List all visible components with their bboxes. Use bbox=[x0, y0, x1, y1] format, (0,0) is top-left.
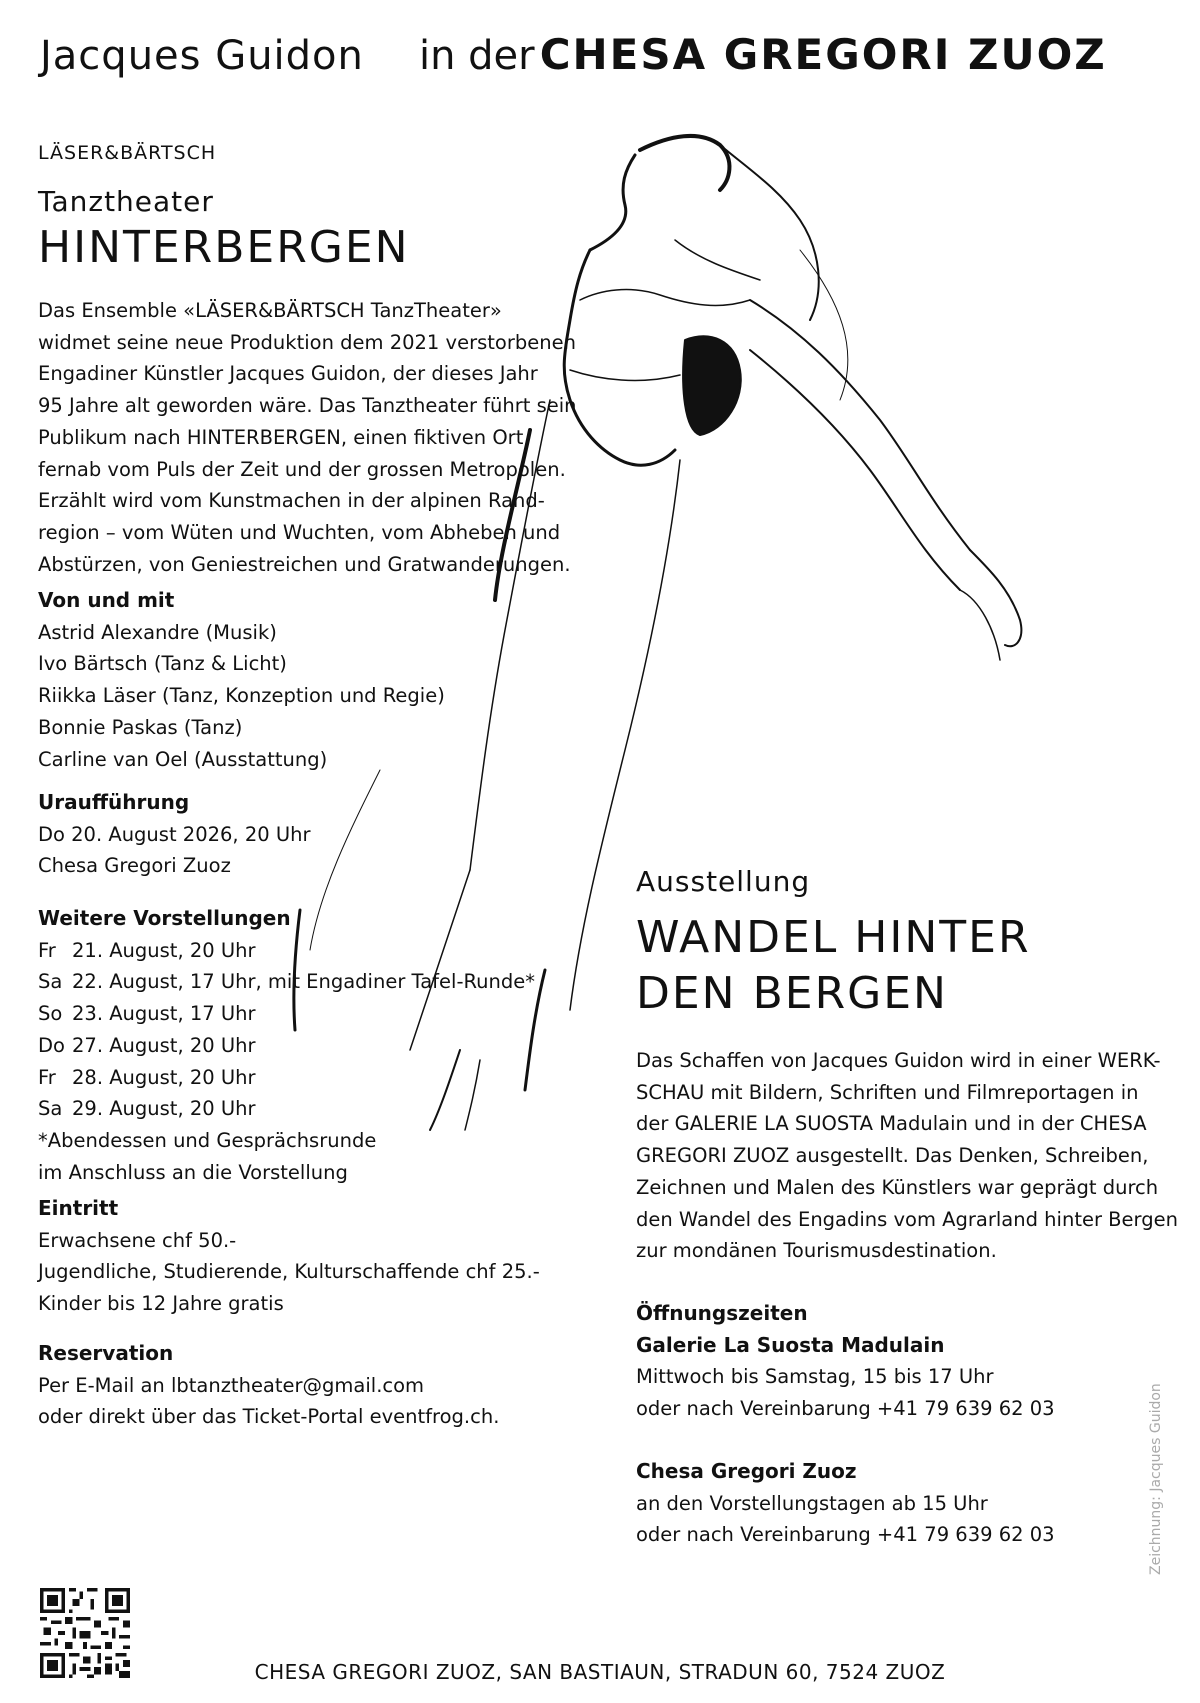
show-item: Do 27. August, 20 Uhr bbox=[38, 1033, 256, 1057]
shows-section bbox=[38, 903, 535, 1188]
theater-genre: Tanztheater bbox=[38, 185, 214, 218]
entry-heading: Eintritt bbox=[38, 1196, 119, 1220]
reservation-heading: Reservation bbox=[38, 1341, 174, 1365]
show-item: Sa 29. August, 20 Uhr bbox=[38, 1097, 256, 1121]
chesa-hours: an den Vorstellungstagen ab 15 Uhr bbox=[636, 1491, 988, 1515]
cast-item: Astrid Alexandre (Musik) bbox=[38, 620, 277, 644]
show-item: So 23. August, 17 Uhr bbox=[38, 1002, 256, 1026]
premiere-heading: Uraufführung bbox=[38, 790, 190, 814]
cast-item: Bonnie Paskas (Tanz) bbox=[38, 715, 243, 739]
cast-item: Riikka Läser (Tanz, Konzeption und Regie) bbox=[38, 684, 445, 708]
shows-note: *Abendessen und Gesprächsrunde bbox=[38, 1128, 377, 1152]
show-item: Sa 22. August, 17 Uhr, mit Engadiner Tafel-Runde* bbox=[38, 970, 536, 994]
cast-item: Carline van Oel (Ausstattung) bbox=[38, 747, 328, 771]
theater-intro: Das Ensemble «LÄSER&BÄRTSCH TanzTheater» widmet seine neue Produktion dem 2021 verstorbenen Engadiner Künstler Jacques Guidon, der dieses Jahr 95 Jahre alt geworden wäre. Das Tanztheater führt sein Publikum nach HINTERBERGEN, einen fiktiven Ort fernab vom Puls der Zeit und der grossen Metropolen. Erzählt wird vom Kunstmachen in der alpinen Rand- region – vom Wüten und Wuchten, vom Abheben und Abstürzen, von Geniestreichen und Gratwanderungen. bbox=[38, 299, 577, 576]
chesa-hours-section bbox=[636, 1456, 1055, 1551]
poster-header bbox=[40, 30, 1180, 90]
hours-section bbox=[636, 1298, 1055, 1425]
exhibition-intro: Das Schaffen von Jacques Guidon wird in einer WERK- SCHAU mit Bildern, Schriften und Filmreportagen in der GALERIE LA SUOSTA Madulain und in der CHESA GREGORI ZUOZ ausgestellt. Das Denken, Schreiben, Zeichnen und Malen des Künstlers war geprägt durch den Wandel des Engadins vom Agrarland hinter Bergen zur mondänen Tourismusdestination. bbox=[636, 1049, 1178, 1263]
cast-heading: Von und mit bbox=[38, 588, 175, 612]
company-label: LÄSER&BÄRTSCH bbox=[38, 142, 217, 164]
chesa-appointment: oder nach Vereinbarung +41 79 639 62 03 bbox=[636, 1523, 1055, 1547]
footer-address: CHESA GREGORI ZUOZ, SAN BASTIAUN, STRADUN 60, 7524 ZUOZ bbox=[254, 1660, 946, 1684]
entry-price: Jugendliche, Studierende, Kulturschaffende chf 25.- bbox=[38, 1260, 540, 1284]
venue-title: CHESA GREGORI ZUOZ bbox=[539, 30, 1107, 79]
theater-title: HINTERBERGEN bbox=[38, 222, 410, 273]
shows-heading: Weitere Vorstellungen bbox=[38, 906, 291, 930]
premiere-venue: Chesa Gregori Zuoz bbox=[38, 854, 231, 878]
show-item: Fr 21. August, 20 Uhr bbox=[38, 938, 256, 962]
galerie-hours: Mittwoch bis Samstag, 15 bis 17 Uhr bbox=[636, 1365, 994, 1389]
entry-price: Kinder bis 12 Jahre gratis bbox=[38, 1292, 284, 1316]
galerie-heading: Galerie La Suosta Madulain bbox=[636, 1332, 945, 1357]
chesa-heading: Chesa Gregori Zuoz bbox=[636, 1459, 857, 1483]
artist-name: Jacques Guidon bbox=[40, 33, 364, 79]
show-item: Fr 28. August, 20 Uhr bbox=[38, 1065, 256, 1089]
exhibition-title: WANDEL HINTER DEN BERGEN bbox=[636, 912, 1031, 1019]
exhibition-genre: Ausstellung bbox=[636, 865, 811, 898]
reservation-section bbox=[38, 1338, 499, 1433]
cast-item: Ivo Bärtsch (Tanz & Licht) bbox=[38, 652, 287, 676]
reservation-portal: oder direkt über das Ticket-Portal eventfrog.ch. bbox=[38, 1405, 500, 1429]
drawing-credit: Zeichnung: Jacques Guidon bbox=[1148, 1383, 1164, 1575]
premiere-date: Do 20. August 2026, 20 Uhr bbox=[38, 822, 311, 846]
galerie-appointment: oder nach Vereinbarung +41 79 639 62 03 bbox=[636, 1397, 1055, 1421]
shows-note: im Anschluss an die Vorstellung bbox=[38, 1160, 348, 1184]
reservation-email: Per E-Mail an lbtanztheater@gmail.com bbox=[38, 1373, 425, 1397]
entry-section bbox=[38, 1193, 540, 1320]
entry-price: Erwachsene chf 50.- bbox=[38, 1228, 237, 1252]
hours-heading: Öffnungszeiten bbox=[636, 1301, 808, 1325]
header-in-der: in der bbox=[418, 33, 535, 79]
premiere-section bbox=[38, 787, 310, 882]
cast-section bbox=[38, 585, 445, 775]
